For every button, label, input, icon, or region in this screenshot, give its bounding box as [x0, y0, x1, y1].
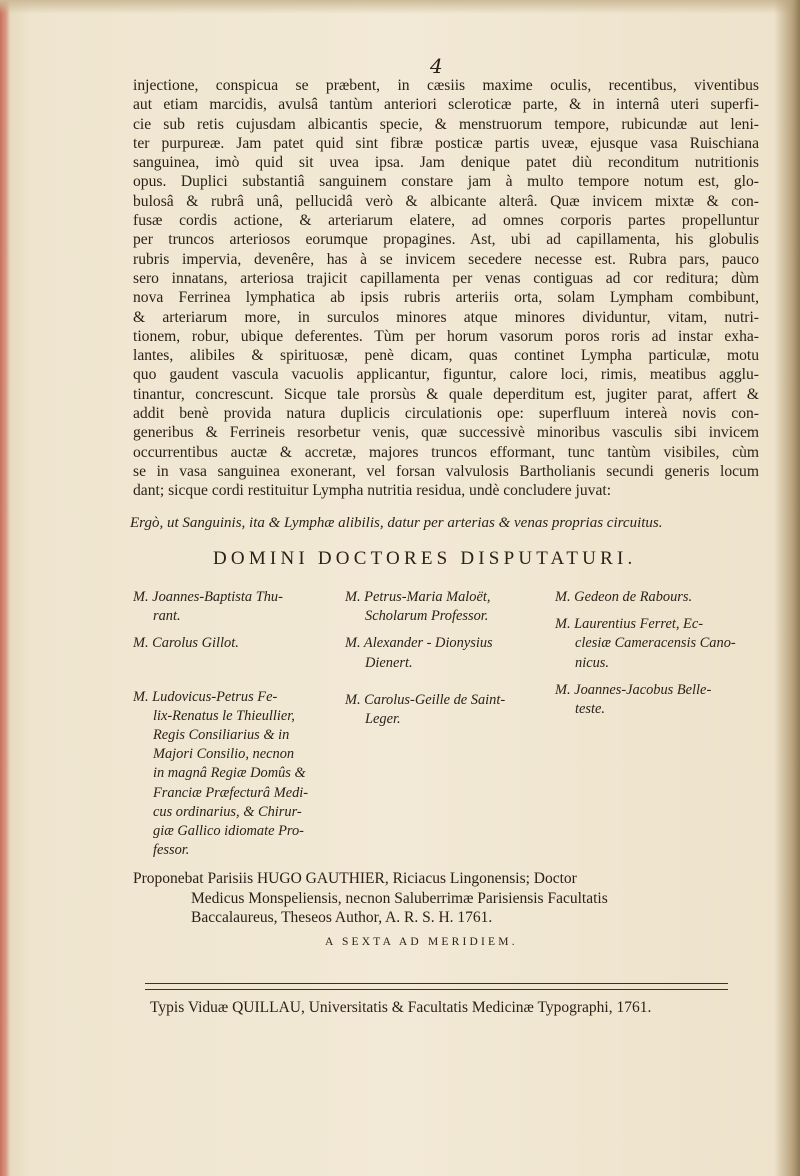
doctors-column-1 [133, 588, 343, 868]
doctor-name-line: M. Carolus Gillot. [133, 635, 239, 652]
body-line: aut etiam marcidis, avulsâ tantùm anteriori scleroticæ parte, & in internâ uteri superfi- [133, 96, 759, 114]
doctor-name-line: Leger. [365, 711, 401, 728]
body-line: per truncos arteriosos eorumque propagines. Ast, ubi ad capillamenta, his globulis [133, 231, 759, 249]
section-heading: DOMINI DOCTORES DISPUTATURI. [213, 548, 637, 569]
body-paragraph [133, 76, 759, 501]
doctor-name-line: rant. [153, 608, 181, 625]
page-number: 4 [430, 54, 443, 78]
body-line: injectione, conspicua se præbent, in cæsiis maxime oculis, recentibus, viventibus [133, 77, 759, 94]
body-line: fusæ cordis actione, & arteriarum elatere, ad omnes corporis partes propelluntur [133, 212, 759, 230]
column-spacer [133, 662, 343, 688]
doctor-entry [345, 634, 550, 672]
doctor-name-line: M. Ludovicus-Petrus Fe- [133, 688, 278, 705]
body-line: tionem, robur, ubique deferentes. Tùm per horum vasorum poros roris ad instar exha- [133, 327, 759, 345]
doctor-name-line: cus ordinarius, & Chirur- [153, 803, 302, 820]
body-line: quo gaudent vascula vacuolis applicantur, figuntur, calore loci, rimis, meatibus agglu- [133, 366, 759, 384]
doctor-name-line: Scholarum Professor. [365, 608, 489, 625]
proposal-line: Medicus Monspeliensis, necnon Saluberrimæ Parisiensis Facultatis [191, 889, 608, 907]
page-edge-right [774, 0, 800, 1176]
doctors-column-3 [555, 588, 760, 727]
body-line: cie sub retis cujusdam albicantis specie, & menstruorum tempore, rubicundæ aut leni- [133, 115, 759, 133]
divider-rule-thin [145, 989, 728, 990]
doctor-name-line: M. Alexander - Dionysius [345, 635, 493, 652]
doctor-entry [555, 615, 760, 673]
thesis-statement: Ergò, ut Sanguinis, ita & Lymphæ alibilis, datur per arterias & venas proprias circuitus. [130, 515, 663, 531]
doctor-name-line: nicus. [575, 654, 609, 671]
body-line: & arteriarum more, in surculos minores atque minores dividuntur, vitam, nutri- [133, 308, 759, 326]
body-line: addit benè provida natura duplicis circulationis ope: superfluum intereà novis con- [133, 405, 759, 423]
body-line: se in vasa sanguinea exonerant, vel forsan valvulosis Bartholianis secundi generis locum [133, 462, 759, 480]
doctor-name-line: Regis Consiliarius & in [153, 727, 290, 744]
body-line: opus. Duplici substantiâ sanguinem constare jam à multo tempore notum est, glo- [133, 173, 759, 191]
doctor-name-line: M. Petrus-Maria Maloët, [345, 589, 491, 605]
body-line: dant; sicque cordi restituitur Lympha nutritia residua, undè concludere juvat: [133, 482, 612, 500]
disputation-hour: A SEXTA AD MERIDIEM. [325, 936, 518, 948]
doctor-name-line: M. Laurentius Ferret, Ec- [555, 616, 704, 633]
doctor-name-line: M. Joannes-Baptista Thu- [133, 589, 283, 605]
doctor-entry [133, 634, 343, 653]
body-line: bulosâ & rubrâ unâ, pellucidâ verò & albicante alterâ. Quæ invicem mixtæ & con- [133, 192, 759, 210]
doctors-column-2 [345, 588, 550, 737]
doctor-name-line: Franciæ Præfecturâ Medi- [153, 784, 309, 801]
doctor-name-line: M. Gedeon de Rabours. [555, 589, 693, 605]
proposal-block [133, 869, 763, 928]
divider-rule [145, 983, 728, 984]
doctor-name-line: in magnâ Regiæ Domûs & [153, 765, 306, 782]
body-line: lantes, alibiles & spirituosæ, penè dicam, quas continet Lympha particulæ, motu [133, 347, 759, 365]
doctor-name-line: Dienert. [365, 654, 413, 671]
body-line: rubris impervia, devenêre, has à se invicem secedere necesse est. Rubra pars, pauco [133, 250, 759, 268]
doctor-entry [133, 588, 343, 626]
page-edge-top [0, 0, 800, 14]
printer-imprint: Typis Viduæ QUILLAU, Universitatis & Facultatis Medicinæ Typographi, 1761. [150, 999, 652, 1016]
body-line: ter purpureæ. Jam patet quid sint fibræ posticæ partis uveæ, ejusque vasa Ruischiana [133, 134, 759, 152]
column-spacer [345, 681, 550, 691]
doctor-entry [345, 691, 550, 729]
doctor-name-line: Majori Consilio, necnon [153, 746, 295, 763]
proposal-line: Proponebat Parisiis HUGO GAUTHIER, Riciacus Lingonensis; Doctor [133, 870, 577, 887]
doctor-name-line: clesiæ Cameracensis Cano- [575, 635, 736, 652]
body-line: generibus & Ferrineis resorbetur venis, quæ successivè minoribus vasculis sibi invicem [133, 424, 759, 442]
body-line: occurrentibus auctæ & accretæ, majores truncos efformant, tunc tantùm visibiles, cùm [133, 443, 759, 461]
doctor-name-line: lix-Renatus le Thieullier, [153, 707, 295, 724]
doctor-name-line: M. Carolus-Geille de Saint- [345, 691, 506, 708]
doctor-entry [133, 688, 343, 861]
doctor-name-line: fessor. [153, 842, 190, 859]
body-line: tinantur, concrescunt. Sicque tale prorsùs & quale deperditum est, jugiter parat, affert & [133, 385, 759, 403]
page-edge-left [0, 0, 10, 1176]
body-line: nova Ferrinea lymphatica ab ipsis rubris arteriis orta, solam Lympham combibunt, [133, 289, 759, 307]
body-line: sanguinea, imò quid sit uvea ipsa. Jam denique patet diù reconditum nutritionis [133, 154, 759, 172]
doctor-entry [555, 588, 760, 607]
doctor-entry [555, 681, 760, 719]
doctor-name-line: teste. [575, 701, 605, 718]
doctor-name-line: giæ Gallico idiomate Pro- [153, 823, 304, 840]
body-line: sero innatans, arteriosa trajicit capillamenta per venas contiguas ad cor reditura; dùm [133, 269, 759, 287]
doctor-entry [345, 588, 550, 626]
doctor-name-line: M. Joannes-Jacobus Belle- [555, 681, 712, 698]
proposal-line: Baccalaureus, Theseos Author, A. R. S. H. 1761. [191, 909, 493, 926]
